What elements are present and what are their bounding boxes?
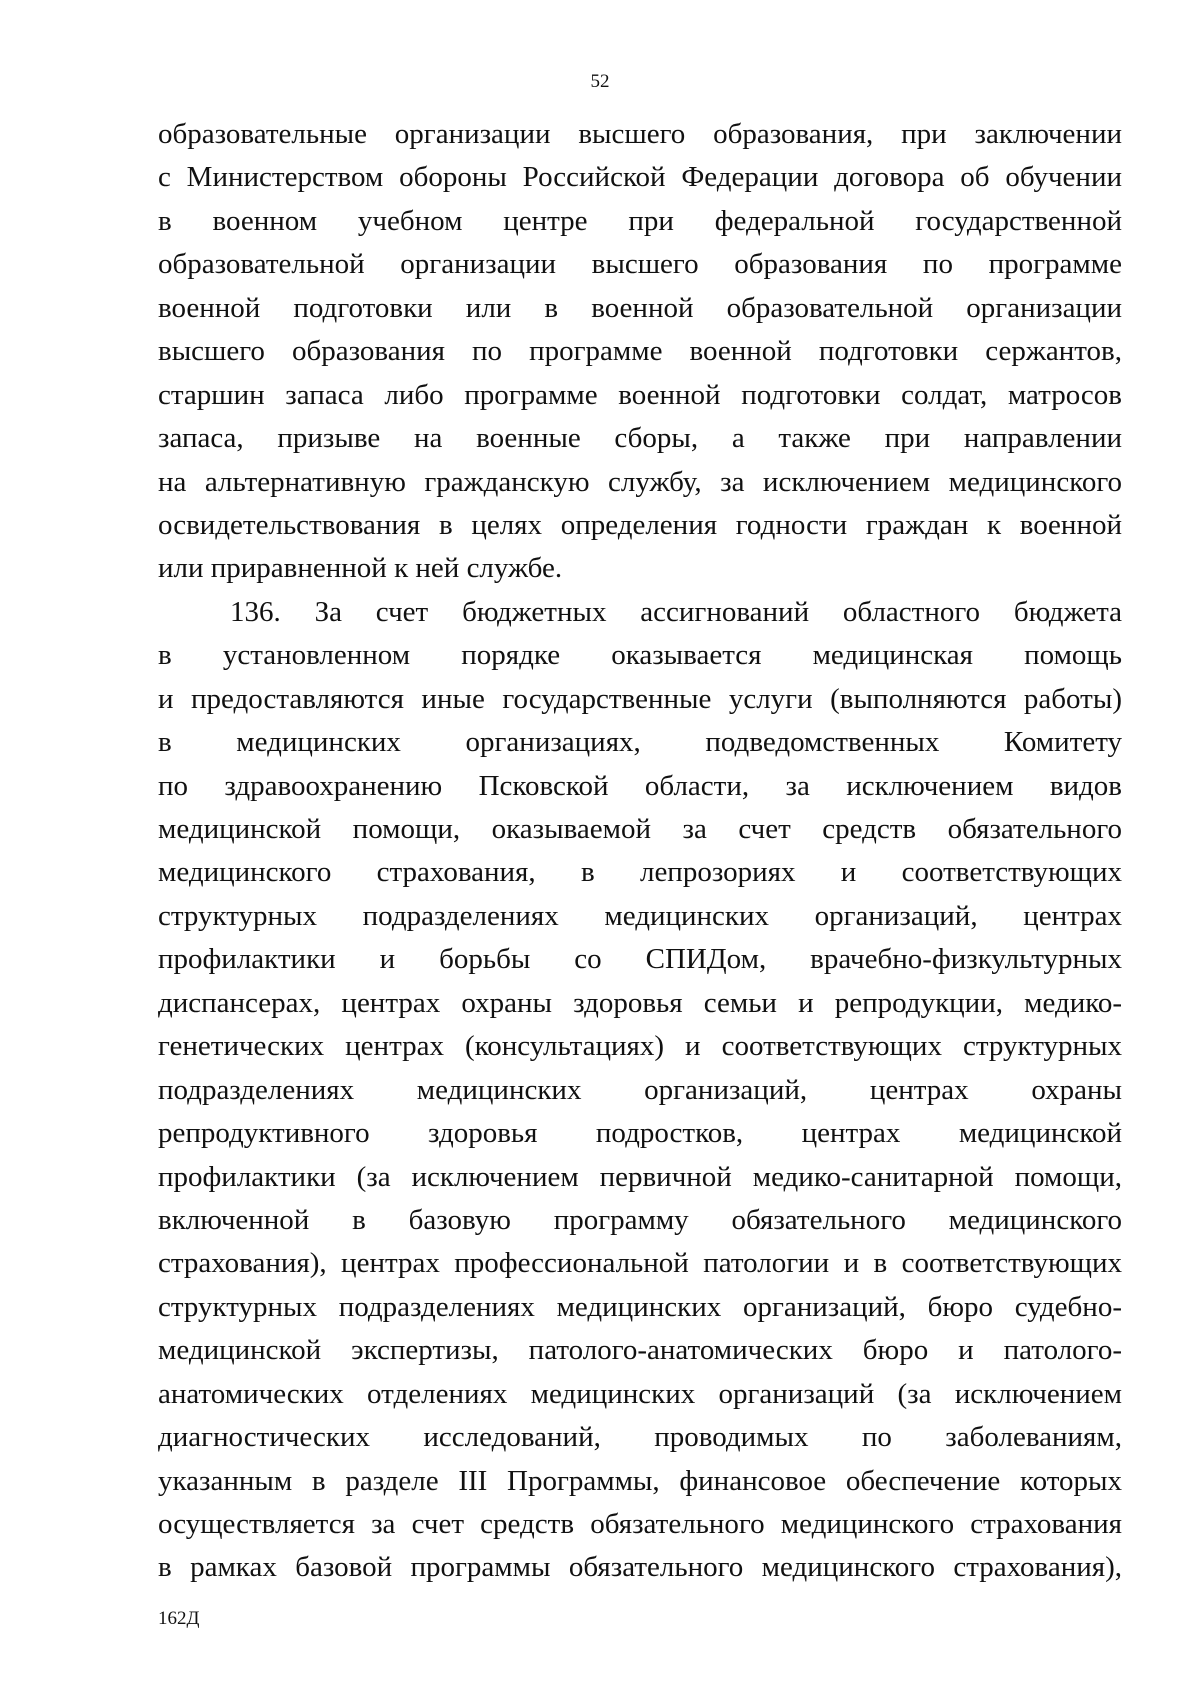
text-line: медицинского страхования, в лепрозориях и соответствующих [158,856,1122,889]
text-line: с Министерством обороны Российской Федерации договора об обучении [158,161,1122,194]
text-line: старшин запаса либо программе военной подготовки солдат, матросов [158,378,1122,411]
text-line: медицинской помощи, оказываемой за счет средств обязательного [158,813,1122,845]
text-line: профилактики (за исключением первичной медико-санитарной помощи, [158,1160,1122,1193]
page-number: 52 [590,71,610,92]
text-line: структурных подразделениях медицинских организаций, бюро судебно- [158,1290,1122,1323]
text-line: освидетельствования в целях определения годности граждан к военной [158,508,1122,541]
text-line: диспансерах, центрах охраны здоровья семьи и репродукции, медико- [158,986,1122,1019]
text-line: генетических центрах (консультациях) и соответствующих структурных [158,1030,1122,1063]
text-line: в установленном порядке оказывается медицинская помощь [158,639,1122,672]
text-line: образовательные организации высшего образования, при заключении [158,118,1122,150]
text-line: запаса, призыве на военные сборы, а также при направлении [158,422,1122,455]
text-line: включенной в базовую программу обязательного медицинского [158,1203,1122,1236]
text-line: по здравоохранению Псковской области, за исключением видов [158,769,1122,802]
text-line: страхования), центрах профессиональной патологии и в соответствующих [158,1247,1122,1280]
text-line: репродуктивного здоровья подростков, центрах медицинской [158,1117,1122,1150]
text-line: подразделениях медицинских организаций, центрах охраны [158,1073,1122,1106]
text-line: высшего образования по программе военной подготовки сержантов, [158,335,1122,368]
text-line: и предоставляются иные государственные услуги (выполняются работы) [158,682,1122,715]
text-line: образовательной организации высшего образования по программе [158,248,1122,281]
document-code: 162Д [158,1608,200,1629]
text-line: или приравненной к ней службе. [158,552,563,585]
text-line: в медицинских организациях, подведомственных Комитету [158,726,1122,759]
paragraph-start-line: 136. За счет бюджетных ассигнований областного бюджета [230,595,1122,628]
text-line: анатомических отделениях медицинских организаций (за исключением [158,1377,1122,1410]
text-line: в военном учебном центре при федеральной государственной [158,204,1122,237]
text-line: указанным в разделе III Программы, финансовое обеспечение которых [158,1464,1122,1497]
document-body [158,113,1122,1590]
text-line: диагностических исследований, проводимых по заболеваниям, [158,1421,1122,1454]
text-line: военной подготовки или в военной образовательной организации [158,291,1122,324]
text-line: медицинской экспертизы, патолого-анатомических бюро и патолого- [158,1334,1122,1367]
text-line: на альтернативную гражданскую службу, за исключением медицинского [158,465,1122,498]
text-line: осуществляется за счет средств обязательного медицинского страхования [158,1508,1122,1540]
text-line: в рамках базовой программы обязательного медицинского страхования), [158,1551,1122,1584]
text-line: профилактики и борьбы со СПИДом, врачебно-физкультурных [158,943,1122,976]
text-line: структурных подразделениях медицинских организаций, центрах [158,899,1122,932]
